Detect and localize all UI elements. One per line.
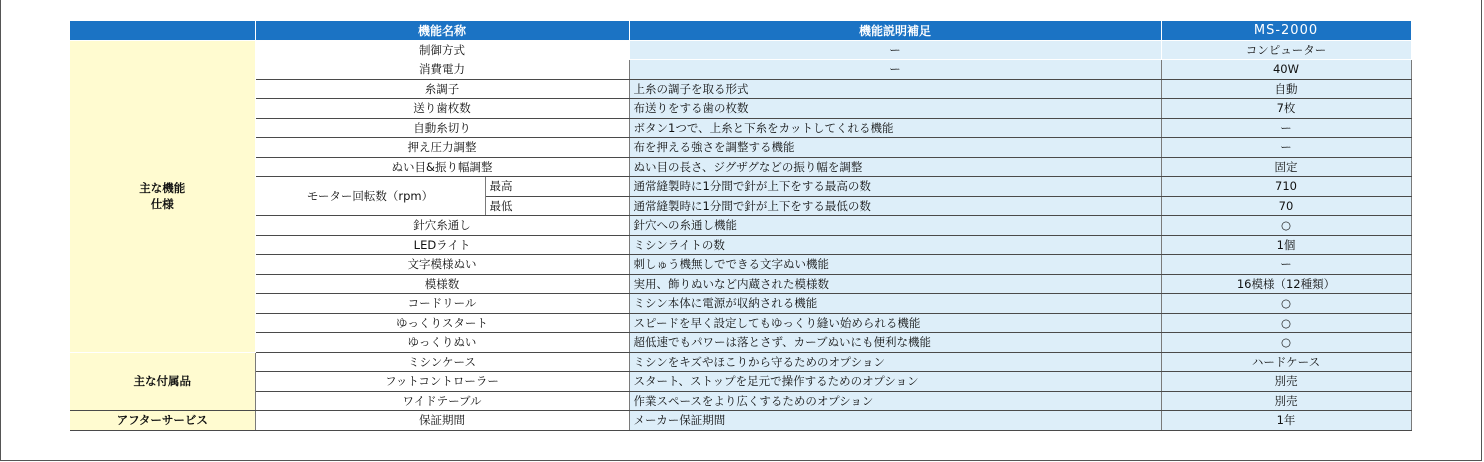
value-cell: 1年 xyxy=(1161,411,1411,431)
feature-cell: コードリール xyxy=(255,294,629,314)
description-cell: 通常縫製時に1分間で針が上下をする最高の数 xyxy=(629,177,1161,197)
table-row xyxy=(70,294,1411,314)
table-row xyxy=(70,411,1411,431)
value-cell: 自動 xyxy=(1161,79,1411,99)
description-cell: 実用、飾りぬいなど内蔵された模様数 xyxy=(629,274,1161,294)
feature-cell: 針穴糸通し xyxy=(255,216,629,236)
feature-cell: 押え圧力調整 xyxy=(255,138,629,158)
header-feature-name: 機能名称 xyxy=(255,21,629,40)
description-cell: 刺しゅう機無しでできる文字ぬい機能 xyxy=(629,255,1161,275)
table-row xyxy=(70,352,1411,372)
table-row xyxy=(70,118,1411,138)
value-cell: 1個 xyxy=(1161,235,1411,255)
table-row xyxy=(70,333,1411,353)
feature-cell: 保証期間 xyxy=(255,411,629,431)
spec-table xyxy=(70,21,1412,431)
table-row xyxy=(70,235,1411,255)
description-cell: メーカー保証期間 xyxy=(629,411,1161,431)
value-cell: ○ xyxy=(1161,294,1411,314)
header-blank xyxy=(70,21,255,40)
feature-cell: 模様数 xyxy=(255,274,629,294)
description-cell: ボタン1つで、上糸と下糸をカットしてくれる機能 xyxy=(629,118,1161,138)
category-accessories: 主な付属品 xyxy=(70,352,255,411)
header-model: MS-2000 xyxy=(1161,21,1411,40)
description-cell: ー xyxy=(629,40,1161,60)
table-row xyxy=(70,274,1411,294)
table-row xyxy=(70,40,1411,60)
table-row xyxy=(70,216,1411,236)
feature-cell: LEDライト xyxy=(255,235,629,255)
description-cell: ー xyxy=(629,60,1161,80)
feature-cell: フットコントローラー xyxy=(255,372,629,392)
value-cell: ハードケース xyxy=(1161,352,1411,372)
feature-cell: 糸調子 xyxy=(255,79,629,99)
description-cell: ミシンライトの数 xyxy=(629,235,1161,255)
category-main-line1: 主な機能 xyxy=(139,181,186,195)
description-cell: 布を押える強さを調整する機能 xyxy=(629,138,1161,158)
value-cell: 固定 xyxy=(1161,157,1411,177)
table-row xyxy=(70,157,1411,177)
table-row xyxy=(70,313,1411,333)
feature-cell: 文字模様ぬい xyxy=(255,255,629,275)
sub-feature-cell: 最低 xyxy=(485,196,629,216)
description-cell: スタート、ストップを足元で操作するためのオプション xyxy=(629,372,1161,392)
description-cell: 針穴への糸通し機能 xyxy=(629,216,1161,236)
value-cell: ー xyxy=(1161,118,1411,138)
value-cell: 70 xyxy=(1161,196,1411,216)
header-description: 機能説明補足 xyxy=(629,21,1161,40)
table-header xyxy=(70,21,1411,40)
value-cell: コンピューター xyxy=(1161,40,1411,60)
value-cell: 7枚 xyxy=(1161,99,1411,119)
value-cell: ○ xyxy=(1161,333,1411,353)
value-cell: 40W xyxy=(1161,60,1411,80)
table-row xyxy=(70,79,1411,99)
table-row xyxy=(70,60,1411,80)
table-row xyxy=(70,255,1411,275)
sub-feature-cell: 最高 xyxy=(485,177,629,197)
category-main-line2: 仕様 xyxy=(150,197,174,211)
value-cell: 16模様（12種類） xyxy=(1161,274,1411,294)
value-cell: ○ xyxy=(1161,216,1411,236)
description-cell: ミシン本体に電源が収納される機能 xyxy=(629,294,1161,314)
value-cell: ○ xyxy=(1161,313,1411,333)
feature-cell: ぬい目&振り幅調整 xyxy=(255,157,629,177)
description-cell: スピードを早く設定してもゆっくり縫い始められる機能 xyxy=(629,313,1161,333)
feature-cell: ミシンケース xyxy=(255,352,629,372)
table-row xyxy=(70,138,1411,158)
feature-cell: 制御方式 xyxy=(255,40,629,60)
table-row xyxy=(70,372,1411,392)
description-cell: 通常縫製時に1分間で針が上下をする最低の数 xyxy=(629,196,1161,216)
description-cell: ミシンをキズやほこりから守るためのオプション xyxy=(629,352,1161,372)
table-row xyxy=(70,177,1411,197)
value-cell: ー xyxy=(1161,138,1411,158)
table-row xyxy=(70,99,1411,119)
value-cell: ー xyxy=(1161,255,1411,275)
description-cell: 超低速でもパワーは落とさず、カーブぬいにも便利な機能 xyxy=(629,333,1161,353)
value-cell: 別売 xyxy=(1161,372,1411,392)
description-cell: 布送りをする歯の枚数 xyxy=(629,99,1161,119)
category-main-functions xyxy=(70,40,255,352)
feature-cell: 消費電力 xyxy=(255,60,629,80)
feature-cell: ゆっくりぬい xyxy=(255,333,629,353)
feature-cell: ワイドテーブル xyxy=(255,391,629,411)
value-cell: 別売 xyxy=(1161,391,1411,411)
feature-cell: 自動糸切り xyxy=(255,118,629,138)
feature-cell-motor: モーター回転数（rpm） xyxy=(255,177,485,216)
feature-cell: 送り歯枚数 xyxy=(255,99,629,119)
table-row xyxy=(70,391,1411,411)
description-cell: 作業スペースをより広くするためのオプション xyxy=(629,391,1161,411)
description-cell: ぬい目の長さ、ジグザグなどの振り幅を調整 xyxy=(629,157,1161,177)
value-cell: 710 xyxy=(1161,177,1411,197)
category-after-service: アフターサービス xyxy=(70,411,255,431)
feature-cell: ゆっくりスタート xyxy=(255,313,629,333)
description-cell: 上糸の調子を取る形式 xyxy=(629,79,1161,99)
